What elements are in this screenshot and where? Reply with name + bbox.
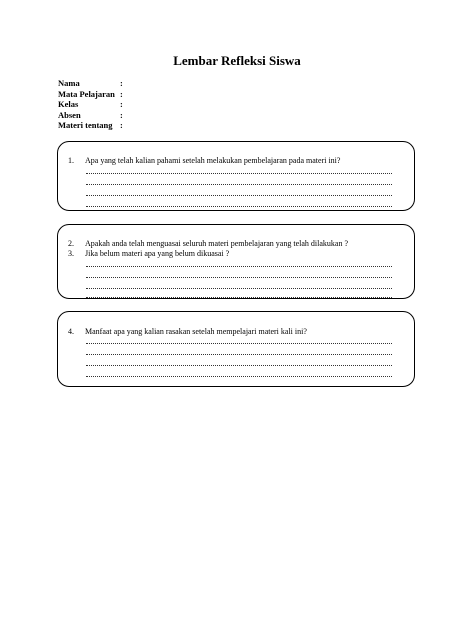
- field-label: Materi tentang: [58, 120, 113, 130]
- field-mata-pelajaran: [58, 89, 126, 100]
- answer-line[interactable]: [86, 288, 392, 289]
- field-colon: :: [120, 99, 123, 109]
- question-box-3: [57, 311, 415, 387]
- question-2: [68, 239, 348, 248]
- field-colon: :: [120, 78, 123, 88]
- page-title: Lembar Refleksi Siswa: [173, 53, 301, 68]
- answer-line[interactable]: [86, 184, 392, 185]
- question-box-2: [57, 224, 415, 299]
- field-label: Absen: [58, 109, 81, 120]
- question-1: [68, 156, 340, 165]
- field-absen: [58, 110, 126, 121]
- answer-line[interactable]: [86, 343, 392, 344]
- question-number: 4.: [68, 327, 74, 336]
- question-3: [68, 249, 229, 258]
- field-colon: :: [120, 88, 123, 99]
- question-text: Apa yang telah kalian pahami setelah melakukan pembelajaran pada materi ini?: [85, 156, 341, 165]
- field-colon: :: [120, 109, 123, 120]
- answer-line[interactable]: [86, 376, 392, 377]
- question-number: 1.: [68, 156, 74, 165]
- answer-line[interactable]: [86, 354, 392, 355]
- answer-line[interactable]: [86, 277, 392, 278]
- question-text: Manfaat apa yang kalian rasakan setelah mempelajari materi kali ini?: [85, 327, 307, 336]
- question-number: 3.: [68, 249, 74, 258]
- field-label: Kelas: [58, 99, 79, 109]
- field-kelas: [58, 99, 126, 110]
- answer-line[interactable]: [86, 266, 392, 267]
- answer-line[interactable]: [86, 195, 392, 196]
- answer-line[interactable]: [86, 365, 392, 366]
- field-colon: :: [120, 120, 123, 130]
- question-number: 2.: [68, 239, 74, 248]
- field-materi-tentang: [58, 120, 126, 131]
- answer-line[interactable]: [86, 206, 392, 207]
- question-text: Apakah anda telah menguasai seluruh materi pembelajaran yang telah dilakukan ?: [85, 239, 349, 248]
- answer-line[interactable]: [86, 297, 392, 298]
- question-box-1: [57, 141, 415, 211]
- field-nama: [58, 78, 126, 89]
- question-text: Jika belum materi apa yang belum dikuasai ?: [85, 249, 230, 258]
- answer-line[interactable]: [86, 173, 392, 174]
- student-identity-fields: [58, 78, 126, 131]
- field-label: Mata Pelajaran: [58, 88, 115, 99]
- field-label: Nama: [58, 78, 80, 88]
- question-4: [68, 327, 307, 336]
